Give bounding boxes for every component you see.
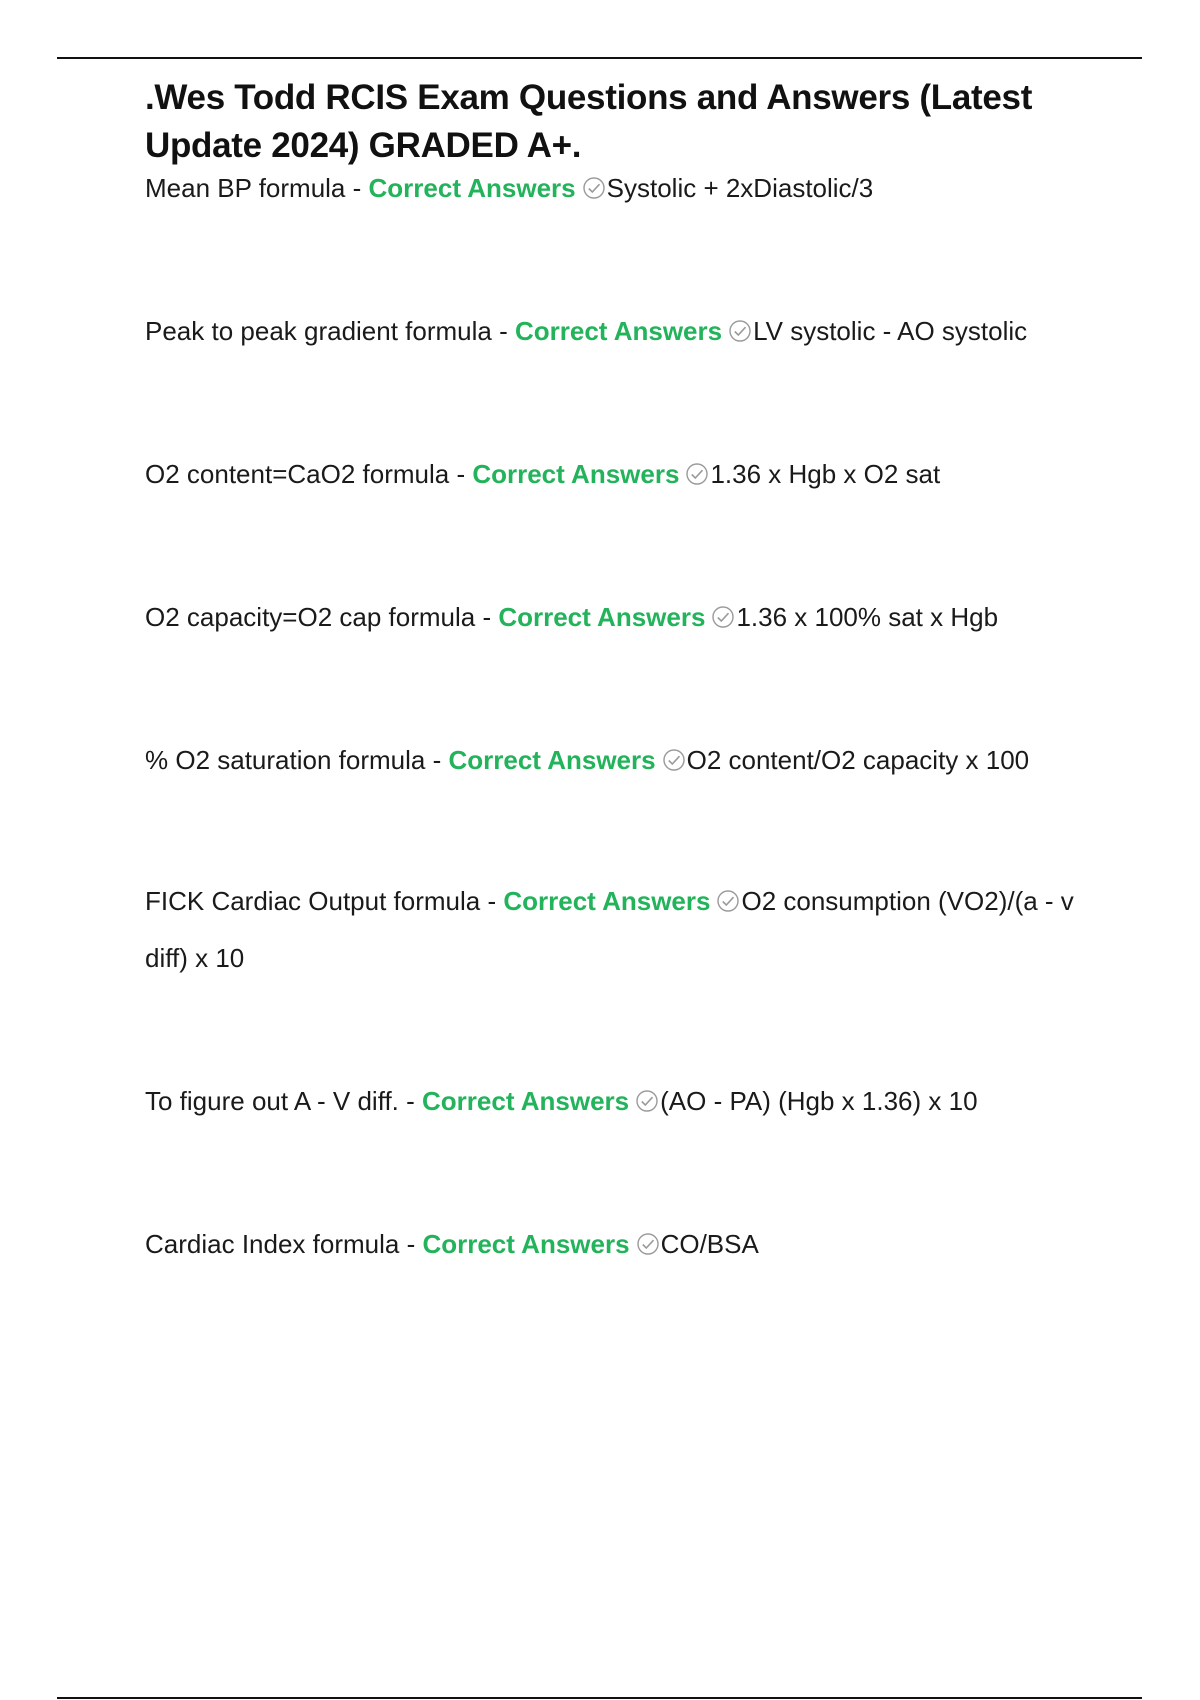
check-circle-icon [716,889,740,913]
top-rule [57,57,1142,59]
answer-text: 1.36 x Hgb x O2 sat [710,459,941,489]
separator: - [449,459,473,489]
question-text: % O2 saturation formula [145,745,426,775]
separator: - [345,173,369,203]
check-circle-icon [636,1232,660,1256]
check-circle-icon [711,605,735,629]
question-text: Mean BP formula [145,173,346,203]
answer-label: Correct Answers [422,1229,630,1259]
qa-item [145,160,1085,217]
answer-label: Correct Answers [503,886,711,916]
separator: - [399,1229,423,1259]
check-circle-icon [635,1089,659,1113]
answer-text: Systolic + 2xDiastolic/3 [606,173,874,203]
qa-item [145,303,1085,360]
answer-text: O2 content/O2 capacity x 100 [686,745,1030,775]
qa-item [145,589,1085,646]
qa-item [145,446,1085,503]
answer-label: Correct Answers [368,173,576,203]
page-title: .Wes Todd RCIS Exam Questions and Answers (Latest Update 2024) GRADED A+. [145,78,1033,165]
question-text: O2 capacity=O2 cap formula [145,602,476,632]
separator: - [480,886,504,916]
answer-text: O2 consumption (VO2)/(a - v diff) x 10 [145,886,1074,973]
check-circle-icon [728,319,752,343]
qa-item [145,873,1085,987]
question-text: To figure out A - V diff. [145,1086,399,1116]
answer-text: CO/BSA [660,1229,759,1259]
separator: - [491,316,515,346]
answer-label: Correct Answers [422,1086,630,1116]
document-body [145,74,1085,1273]
separator: - [475,602,499,632]
separator: - [425,745,449,775]
qa-item [145,732,1085,789]
check-circle-icon [582,176,606,200]
answer-label: Correct Answers [514,316,723,346]
answer-label: Correct Answers [472,459,680,489]
answer-text: 1.36 x 100% sat x Hgb [736,602,999,632]
bottom-rule [57,1697,1142,1699]
answer-text: (AO - PA) (Hgb x 1.36) x 10 [660,1086,978,1116]
question-text: O2 content=CaO2 formula [145,459,450,489]
check-circle-icon [685,462,709,486]
check-circle-icon [662,748,686,772]
qa-list [145,160,1085,1273]
question-text: FICK Cardiac Output formula [145,886,481,916]
answer-label: Correct Answers [448,745,656,775]
answer-text: LV systolic - AO systolic [753,316,1028,346]
question-text: Peak to peak gradient formula [145,316,492,346]
qa-item [145,1216,1085,1273]
separator: - [398,1086,423,1116]
question-text: Cardiac Index formula [145,1229,400,1259]
answer-label: Correct Answers [498,602,706,632]
qa-item [145,1073,1085,1130]
